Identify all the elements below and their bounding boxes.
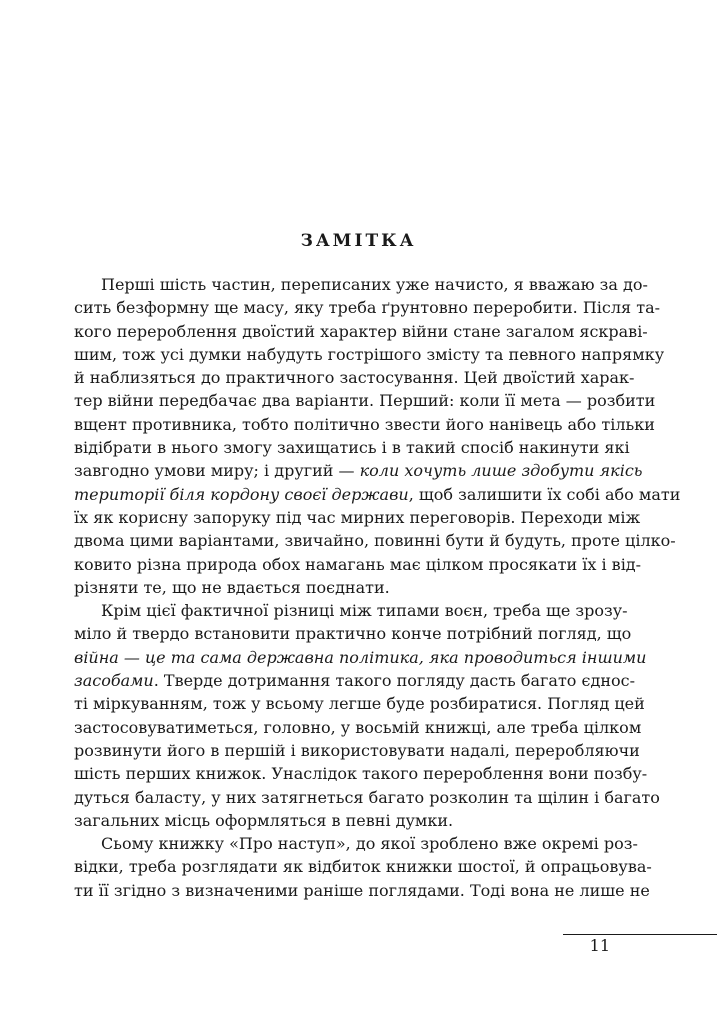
text-segment: Перші шість частин, переписаних уже начисто, я вважаю за до- (101, 275, 648, 294)
text-line (74, 832, 638, 855)
text-line (74, 343, 665, 366)
italic-text: війна — це та сама державна політика, яка проводиться іншими (74, 647, 647, 667)
text-line (74, 273, 648, 296)
text-segment: відібрати в нього змогу захищатись і в такий спосіб накинути які (74, 438, 630, 458)
text-segment: , щоб залишити їх собі або мати (408, 484, 681, 504)
text-line (74, 529, 676, 552)
text-line (74, 413, 655, 436)
text-segment: тер війни передбачає два варіанти. Перший: коли її мета — розбити (74, 391, 656, 411)
text-segment: шим, тож усі думки набудуть гострішого змісту та певного напрямку (74, 344, 665, 364)
text-line (74, 576, 609, 599)
text-segment: різняти те, що не вдається поєднати. (74, 577, 390, 597)
text-segment: відки, треба розглядати як відбиток книжки шостої, й опрацьовува- (74, 857, 652, 877)
text-line (74, 879, 650, 902)
body-text (74, 273, 681, 902)
paragraph (74, 599, 660, 832)
italic-text: коли хочуть лише здобути якісь (359, 461, 643, 481)
italic-text: засобами (74, 671, 154, 691)
text-segment: й наблизяться до практичного застосування. Цей двоїстий харак- (74, 368, 635, 388)
text-line (74, 762, 648, 785)
page-number: 11 (589, 936, 610, 955)
text-segment: сить безформну ще масу, яку треба ґрунтовно переробити. Після та- (74, 298, 661, 318)
page-title: ЗАМІТКА (300, 231, 417, 251)
text-segment: ти її згідно з визначеними раніше поглядами. Тоді вона не лише не (74, 880, 650, 900)
text-line (74, 786, 660, 809)
text-line (74, 296, 661, 319)
text-line (74, 483, 681, 506)
text-segment: шість перших книжок. Унаслідок такого перероблення вони позбу- (74, 764, 648, 784)
text-segment: . Тверде дотримання такого погляду дасть багато єднос- (153, 671, 635, 691)
text-segment: ковито різна природа обох намагань має цілком просякати їх і від- (74, 554, 642, 574)
text-segment: завгодно умови миру; і другий — (74, 461, 360, 481)
text-line (74, 646, 647, 669)
text-segment: міло й твердо встановити практично конче потрібний погляд, що (74, 624, 632, 644)
paragraph (74, 832, 652, 902)
text-segment: розвинути його в першій і використовувати надалі, переробляючи (74, 740, 640, 760)
text-segment: Сьому книжку «Про наступ», до якої зроблено вже окремі роз- (101, 834, 638, 854)
text-line (74, 366, 635, 389)
italic-text: території біля кордону своєї держави (74, 484, 409, 504)
text-line (74, 855, 652, 878)
text-line (74, 716, 642, 739)
text-segment: застосовуватиметься, головно, у восьмій книжці, але треба цілком (74, 717, 642, 737)
text-line (74, 459, 643, 482)
text-line (74, 553, 642, 576)
text-line (74, 692, 645, 715)
text-segment: двома цими варіантами, звичайно, повинні бути й будуть, проте цілко- (74, 531, 676, 551)
text-segment: Крім цієї фактичної різниці між типами воєн, треба ще зрозу- (101, 601, 628, 621)
text-line (74, 669, 635, 692)
text-line (74, 599, 628, 622)
text-line (74, 436, 630, 459)
text-segment: їх як корисну запоруку під час мирних переговорів. Переходи між (74, 507, 641, 527)
text-segment: загальних місць оформляться в певні думки. (74, 810, 454, 830)
text-segment: кого перероблення двоїстий характер війни стане загалом яскраві- (74, 321, 648, 341)
text-line (74, 622, 632, 645)
text-segment: вщент противника, тобто політично звести його нанівець або тільки (74, 414, 655, 434)
text-segment: дуться баласту, у них затягнеться багато розколин та щілин і багато (74, 787, 660, 807)
text-segment: ті міркуванням, тож у всьому легше буде розбиратися. Погляд цей (74, 694, 645, 714)
paragraph (74, 273, 681, 599)
text-line (74, 739, 640, 762)
text-line (74, 809, 609, 832)
text-line (74, 320, 648, 343)
text-line (74, 506, 641, 529)
text-line (74, 389, 656, 412)
